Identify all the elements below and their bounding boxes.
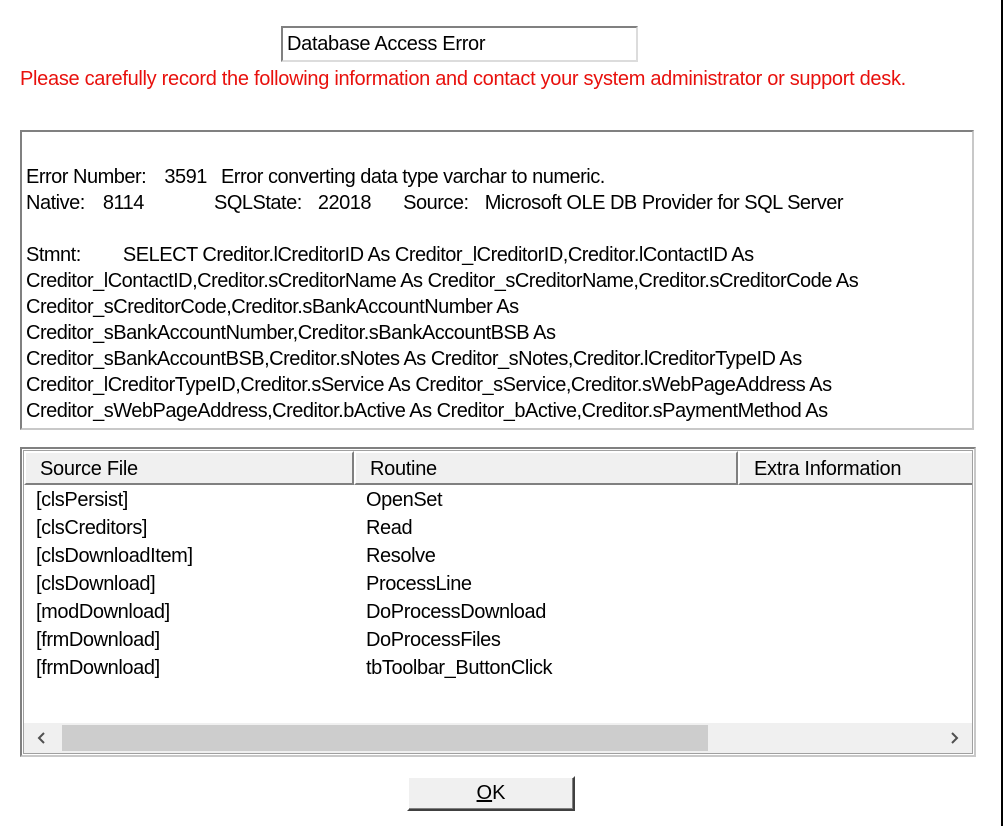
native-value: 8114 [102, 192, 144, 214]
list-row[interactable] [24, 543, 964, 571]
list-row[interactable] [24, 627, 964, 655]
ok-button-label: K [492, 782, 506, 804]
call-stack-list[interactable] [20, 447, 976, 757]
cell-source-file: [clsDownloadItem] [36, 545, 193, 567]
statement-line: Creditor_sBankAccountNumber,Creditor.sBankAccountBSB As [26, 322, 556, 344]
statement-line: Creditor_lCreditorTypeID,Creditor.sService As Creditor_sService,Creditor.sWebPageAddress As [26, 374, 832, 396]
statement-line: Creditor_lContactID,Creditor.sCreditorName As Creditor_sCreditorName,Creditor.sCreditorCode As [26, 270, 859, 292]
cell-source-file: [clsCreditors] [36, 517, 148, 539]
sqlstate-value: 22018 [317, 192, 372, 214]
error-title-text: Database Access Error [287, 33, 486, 55]
cell-routine: OpenSet [366, 489, 443, 511]
error-title-field[interactable] [281, 26, 638, 62]
native-label: Native: [26, 192, 85, 214]
sqlstate-label: SQLState: [214, 192, 302, 214]
list-row[interactable] [24, 571, 964, 599]
list-row[interactable] [24, 655, 964, 683]
cell-routine: tbToolbar_ButtonClick [366, 657, 553, 679]
column-header-extra-information[interactable]: Extra Information [738, 451, 973, 485]
cell-source-file: [frmDownload] [36, 657, 160, 679]
list-rows [24, 487, 964, 683]
error-number-line [26, 164, 966, 190]
cell-source-file: [modDownload] [36, 601, 170, 623]
list-row[interactable] [24, 515, 964, 543]
cell-source-file: [clsPersist] [36, 489, 128, 511]
error-number-label: Error Number: [26, 166, 147, 188]
statement-line: Creditor_sBankAccountBSB,Creditor.sNotes As Creditor_sNotes,Creditor.lCreditorTypeID As [26, 348, 802, 370]
ok-button[interactable] [407, 776, 575, 811]
cell-source-file: [frmDownload] [36, 629, 160, 651]
chevron-right-icon[interactable] [936, 723, 972, 753]
column-header-routine[interactable]: Routine [354, 451, 738, 485]
cell-routine: Resolve [366, 545, 436, 567]
source-value: Microsoft OLE DB Provider for SQL Server [484, 192, 843, 214]
error-message: Error converting data type varchar to numeric. [220, 166, 605, 188]
list-row[interactable] [24, 487, 964, 515]
scrollbar-thumb[interactable] [62, 725, 708, 751]
source-label: Source: [403, 192, 469, 214]
instruction-text: Please carefully record the following information and contact your system administrator or support desk. [20, 68, 906, 90]
ok-button-mnemonic: O [476, 782, 493, 804]
statement-label: Stmnt: [26, 244, 81, 266]
chevron-left-icon[interactable] [24, 723, 60, 753]
cell-routine: Read [366, 517, 413, 539]
error-number-value: 3591 [164, 166, 207, 188]
cell-routine: DoProcessDownload [366, 601, 546, 623]
error-details-box[interactable] [20, 130, 974, 430]
column-header-source-file[interactable]: Source File [24, 451, 354, 485]
cell-routine: ProcessLine [366, 573, 472, 595]
cell-routine: DoProcessFiles [366, 629, 501, 651]
list-header [24, 451, 973, 485]
statement-line [26, 242, 966, 268]
statement-line: Creditor_sWebPageAddress,Creditor.bActive As Creditor_bActive,Creditor.sPaymentMethod As [26, 400, 828, 422]
native-line [26, 190, 966, 216]
cell-source-file: [clsDownload] [36, 573, 156, 595]
list-row[interactable] [24, 599, 964, 627]
statement-line: Creditor_sCreditorCode,Creditor.sBankAccountNumber As [26, 296, 519, 318]
statement-text: SELECT Creditor.lCreditorID As Creditor_lCreditorID,Creditor.lContactID As [122, 244, 754, 266]
horizontal-scrollbar[interactable] [24, 723, 972, 753]
